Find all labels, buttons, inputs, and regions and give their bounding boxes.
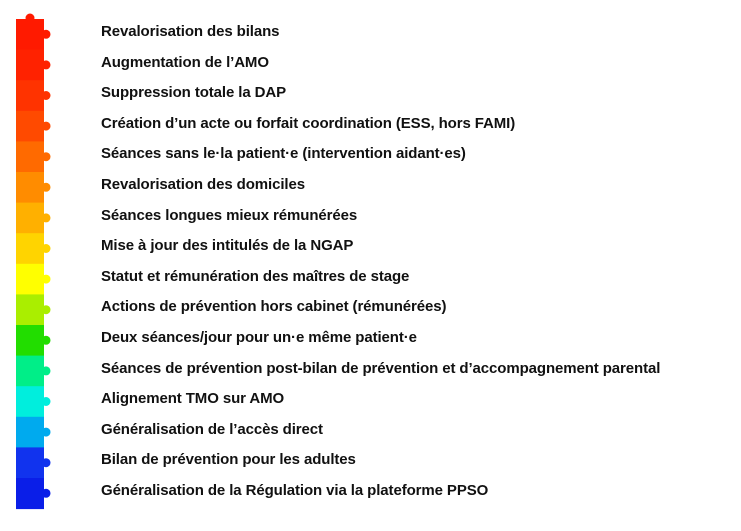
list-item: Revalorisation des domiciles bbox=[101, 175, 305, 193]
list-item: Alignement TMO sur AMO bbox=[101, 390, 285, 408]
list-item: Généralisation de l’accès direct bbox=[101, 420, 323, 438]
list-item: Séances sans le·la patient·e (intervention aidant·es) bbox=[101, 145, 466, 163]
list-item: Actions de prévention hors cabinet (rémunérées) bbox=[101, 298, 447, 316]
puzzle-piece-icon bbox=[16, 172, 51, 203]
puzzle-piece-icon bbox=[16, 233, 51, 264]
list-item: Bilan de prévention pour les adultes bbox=[101, 451, 356, 469]
list-item: Généralisation de la Régulation via la plateforme PPSO bbox=[101, 481, 489, 499]
puzzle-piece-icon bbox=[16, 356, 51, 387]
puzzle-piece-icon bbox=[16, 80, 51, 111]
list-item: Séances de prévention post-bilan de prévention et d’accompagnement parental bbox=[101, 359, 661, 377]
puzzle-piece-icon bbox=[16, 50, 51, 81]
puzzle-piece-icon bbox=[16, 264, 51, 295]
list-item: Séances longues mieux rémunérées bbox=[101, 206, 358, 224]
puzzle-piece-icon bbox=[16, 294, 51, 325]
puzzle-piece-icon bbox=[16, 203, 51, 234]
puzzle-piece-icon bbox=[16, 141, 51, 172]
puzzle-piece-icon bbox=[16, 478, 51, 509]
list-item: Deux séances/jour pour un·e même patient·e bbox=[101, 328, 417, 346]
list-item: Augmentation de l’AMO bbox=[101, 53, 269, 71]
puzzle-piece-icon bbox=[16, 325, 51, 356]
puzzle-piece-icon bbox=[16, 14, 51, 51]
puzzle-piece-icon bbox=[16, 111, 51, 142]
puzzle-piece-icon bbox=[16, 386, 51, 417]
list-item: Revalorisation des bilans bbox=[101, 23, 280, 40]
puzzle-piece-icon bbox=[16, 417, 51, 448]
list-item: Création d’un acte ou forfait coordination (ESS, hors FAMI) bbox=[101, 114, 516, 132]
list-item: Statut et rémunération des maîtres de stage bbox=[101, 267, 410, 285]
puzzle-column bbox=[0, 0, 80, 531]
list-item: Mise à jour des intitulés de la NGAP bbox=[101, 237, 354, 255]
puzzle-piece-icon bbox=[16, 447, 51, 478]
list-item: Suppression totale la DAP bbox=[101, 84, 287, 102]
item-list bbox=[101, 17, 660, 507]
